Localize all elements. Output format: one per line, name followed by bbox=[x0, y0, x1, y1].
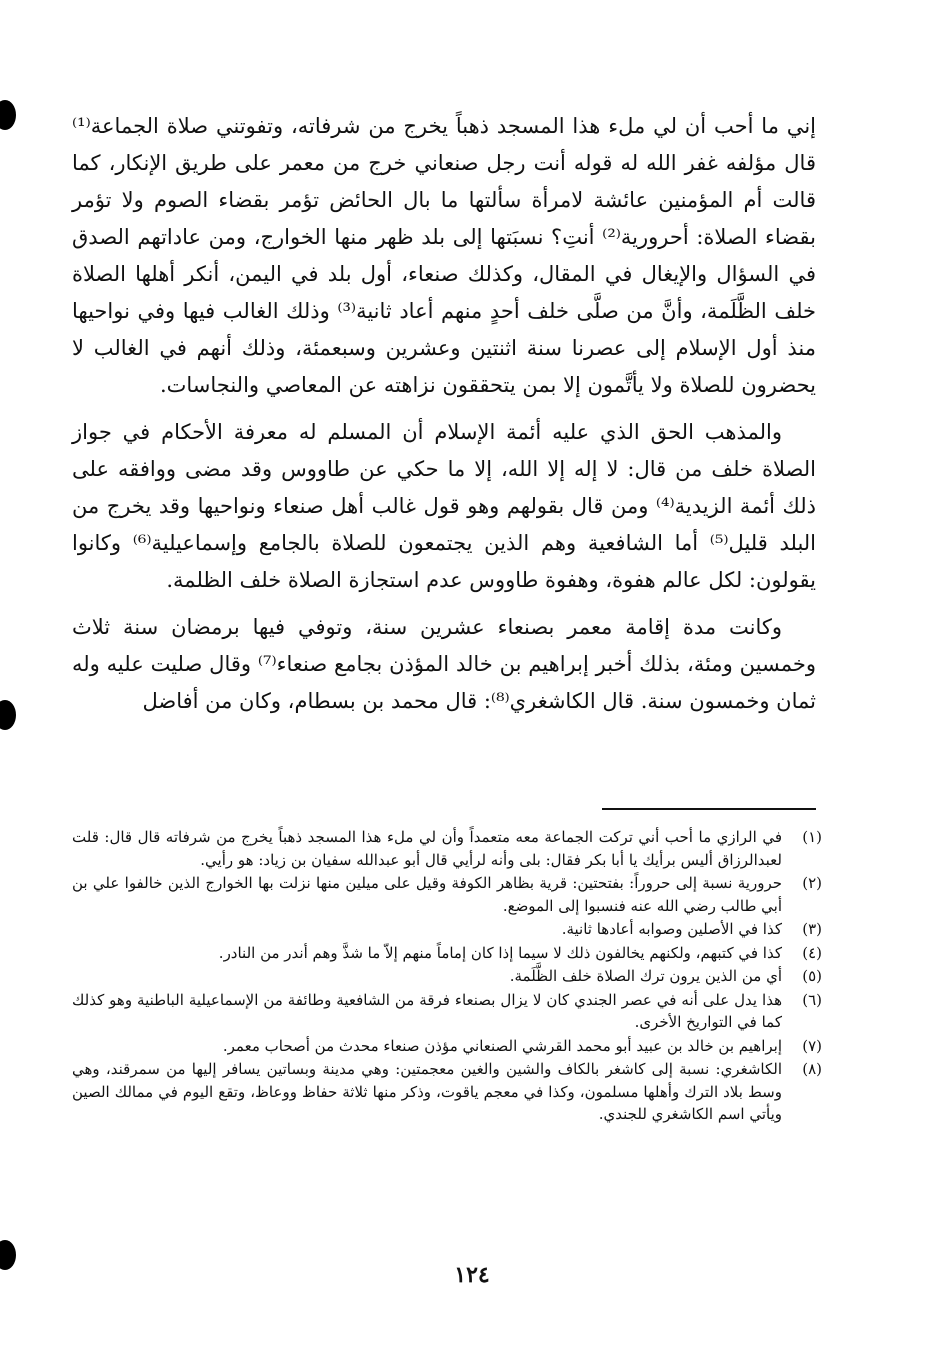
footnote-text: الكاشغري: نسبة إلى كاشغر بالكاف والشين والغين معجمتين: وهي مدينة وبساتين يسافر إليها من سمرقند، وهي وسط بلاد الترك وأهلها مسلمون، وكذا في معجم ياقوت، وذكر منها ثلاثة حفاظ ووعاظ، وتقع اليوم في ممالك الصين ويأتي اسم الكاشغري للجندي. bbox=[72, 1060, 782, 1123]
paragraph-2: والمذهب الحق الذي عليه أئمة الإسلام أن المسلم له معرفة الأحكام في جواز الصلاة خلف من قال: لا إله إلا الله، إلا ما حكي عن طاووس وقد مضى ووافقه على ذلك أئمة الزيدية⁽⁴⁾ ومن قال بقولهم وهو قول غالب أهل صنعاء ونواحيها وقد يخرج من البلد قليل⁽⁵⁾ أما الشافعية وهم الذين يجتمعون للصلاة بالجامع وإسماعيلية⁽⁶⁾ وكانوا يقولون: لكل عالم هفوة، وهفوة طاووس عدم استجازة الصلاة خلف الظلمة. bbox=[72, 420, 817, 592]
footnote-7 bbox=[72, 1035, 822, 1058]
footnote-separator bbox=[602, 808, 816, 810]
footnote-number: (٧) bbox=[802, 1036, 822, 1055]
footnote-number: (٤) bbox=[802, 943, 822, 962]
footnote-text: إبراهيم بن خالد بن عبيد أبو محمد القرشي الصنعاني مؤذن صنعاء محدث من أصحاب معمر. bbox=[222, 1036, 782, 1055]
footnote-6 bbox=[72, 989, 822, 1034]
footnote-2 bbox=[72, 872, 822, 917]
footnote-number: (٢) bbox=[802, 874, 822, 892]
paragraph-3: وكانت مدة إقامة معمر بصنعاء عشرين سنة، وتوفي فيها برمضان سنة ثلاث وخمسين ومئة، بذلك أخبر إبراهيم بن خالد المؤذن بجامع صنعاء⁽⁷⁾ وقال صليت عليه وله ثمان وخمسون سنة. قال الكاشغري⁽⁸⁾: قال محمد بن بسطام، وكان من أفاضل bbox=[72, 615, 816, 713]
footnote-number: (٨) bbox=[802, 1060, 822, 1078]
footnote-number: (٣) bbox=[802, 920, 822, 938]
footnote-text: أي من الذين يرون ترك الصلاة خلف الظَّلَمة. bbox=[509, 967, 782, 985]
footnote-text: كذا في الأصلين وصوابه أعادها ثانية. bbox=[561, 920, 782, 938]
footnote-4 bbox=[72, 942, 822, 965]
footnotes bbox=[72, 826, 822, 1127]
footnote-number: (٥) bbox=[802, 967, 822, 985]
footnote-5 bbox=[72, 965, 822, 988]
footnote-number: (١) bbox=[802, 828, 822, 846]
punch-hole-top bbox=[0, 100, 16, 130]
footnote-text: حرورية نسبة إلى حروراً: بفتحتين: قرية بظاهر الكوفة وقيل على ميلين منها نزلت بها الخوارج الذين خالفوا علي بن أبي طالب رضي الله عنه فنسبوا إلى الموضع. bbox=[72, 874, 782, 915]
footnote-1 bbox=[72, 826, 822, 871]
footnote-8 bbox=[72, 1058, 822, 1126]
footnote-text: هذا يدل على أنه في عصر الجندي كان لا يزال بصنعاء فرقة من الشافعية وطائفة من الإسماعيلية الباطنية وهو كذلك كما في التواريخ الأخرى. bbox=[72, 990, 782, 1031]
main-text bbox=[72, 108, 816, 720]
punch-hole-middle bbox=[0, 700, 16, 730]
footnote-3 bbox=[72, 918, 822, 941]
footnote-text: في الرازي ما أحب أني تركت الجماعة معه متعمداً وأن لي ملء هذا المسجد ذهباً يخرج من شرفاته قال قال: قلت لعبدالرزاق أليس برأيك يا أبا بكر فقال: بلى وأنه لرأيي قال أبو عبدالله سفيان بن زياد: هو رأيي. bbox=[72, 828, 782, 869]
paragraph-1: إني ما أحب أن لي ملء هذا المسجد ذهباً يخرج من شرفاته، وتفوتني صلاة الجماعة⁽¹⁾ قال مؤلفه غفر الله له قوله أنت رجل صنعاني خرج من معمر على طريق الإنكار، كما قالت أم المؤمنين عائشة لامرأة سألتها ما بال الحائض تؤمر بقضاء الصوم ولا تؤمر بقضاء الصلاة: أحرورية⁽²⁾ أنتِ؟ نسبَتها إلى بلد ظهر منها الخوارج، ومن عاداتهم الصدق في السؤال والإيغال في المقال، وكذلك صنعاء، أول بلد في اليمن، أنكر أهلها الصلاة خلف الظَّلَمة، وأنَّ من صلَّى خلف أحدٍ منهم أعاد ثانية⁽³⁾ وذلك الغالب فيها وفي نواحيها منذ أول الإسلام إلى عصرنا سنة اثنتين وعشرين وسبعمئة، وذلك أنهم في الغالب لا يحضرون للصلاة ولا يأتَّمون إلا بمن يتحققون نزاهته عن المعاصي والنجاسات. bbox=[72, 114, 816, 397]
footnote-number: (٦) bbox=[802, 990, 822, 1009]
page-number: ١٢٤ bbox=[454, 1262, 490, 1288]
footnote-text: كذا في كتبهم، ولكنهم يخالفون ذلك لا سيما إذا كان إماماً منهم إلاّ ما شذَّ وهم أندر من النادر. bbox=[218, 943, 782, 962]
